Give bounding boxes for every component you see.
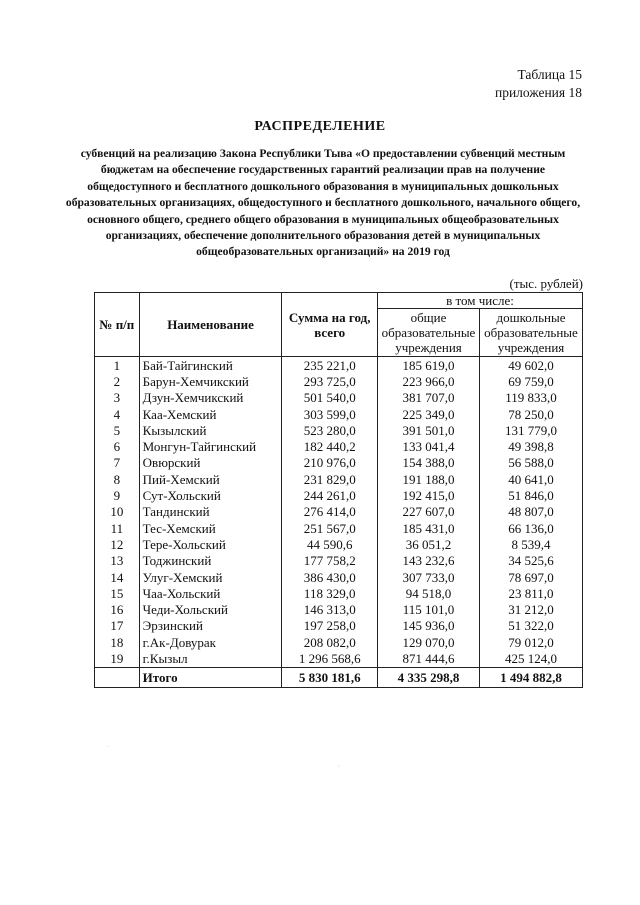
row-number: 18 — [95, 634, 140, 650]
row-name: Барун-Хемчикский — [139, 373, 282, 389]
row-preschool: 40 641,0 — [479, 471, 582, 487]
total-row-label: Итого — [139, 667, 282, 687]
row-name: Тандинский — [139, 504, 282, 520]
row-number: 4 — [95, 406, 140, 422]
row-general: 154 388,0 — [378, 455, 480, 471]
row-general: 145 936,0 — [378, 618, 480, 634]
row-number: 1 — [95, 357, 140, 374]
row-name: Бай-Тайгинский — [139, 357, 282, 374]
row-name: Тере-Хольский — [139, 536, 282, 552]
row-number: 14 — [95, 569, 140, 585]
row-total: 276 414,0 — [282, 504, 378, 520]
row-number: 5 — [95, 422, 140, 438]
row-preschool: 23 811,0 — [479, 585, 582, 601]
row-preschool: 131 779,0 — [479, 422, 582, 438]
row-name: Чаа-Хольский — [139, 585, 282, 601]
distribution-table — [94, 292, 583, 688]
row-preschool: 51 846,0 — [479, 487, 582, 503]
row-preschool: 34 525,6 — [479, 553, 582, 569]
row-total: 293 725,0 — [282, 373, 378, 389]
row-total: 208 082,0 — [282, 634, 378, 650]
table-body — [95, 357, 583, 688]
row-name: Сут-Хольский — [139, 487, 282, 503]
row-general: 871 444,6 — [378, 650, 480, 667]
row-total: 235 221,0 — [282, 357, 378, 374]
row-preschool: 8 539,4 — [479, 536, 582, 552]
row-total: 251 567,0 — [282, 520, 378, 536]
table-row — [95, 601, 583, 617]
col-header-total: Сумма на год, всего — [282, 293, 378, 357]
row-name: Эрзинский — [139, 618, 282, 634]
col-header-including: в том числе: — [378, 293, 583, 309]
col-header-preschool: дошкольные образовательные учреждения — [479, 309, 582, 357]
row-name: г.Ак-Довурак — [139, 634, 282, 650]
row-name: Кызылский — [139, 422, 282, 438]
row-general: 391 501,0 — [378, 422, 480, 438]
row-name: Тоджинский — [139, 553, 282, 569]
table-row — [95, 422, 583, 438]
table-row — [95, 650, 583, 667]
row-total: 146 313,0 — [282, 601, 378, 617]
row-total: 197 258,0 — [282, 618, 378, 634]
row-general: 192 415,0 — [378, 487, 480, 503]
row-general: 185 431,0 — [378, 520, 480, 536]
table-row — [95, 373, 583, 389]
table-header — [95, 293, 583, 357]
table-row — [95, 438, 583, 454]
row-number: 7 — [95, 455, 140, 471]
total-row-total: 5 830 181,6 — [282, 667, 378, 687]
row-general: 143 232,6 — [378, 553, 480, 569]
row-name: Чеди-Хольский — [139, 601, 282, 617]
row-general: 381 707,0 — [378, 390, 480, 406]
table-row — [95, 553, 583, 569]
scan-speck: · — [107, 744, 109, 750]
row-general: 223 966,0 — [378, 373, 480, 389]
row-number: 12 — [95, 536, 140, 552]
row-number: 13 — [95, 553, 140, 569]
table-row — [95, 536, 583, 552]
row-total: 231 829,0 — [282, 471, 378, 487]
table-row — [95, 504, 583, 520]
row-number: 8 — [95, 471, 140, 487]
row-general: 185 619,0 — [378, 357, 480, 374]
row-preschool: 56 588,0 — [479, 455, 582, 471]
row-number: 16 — [95, 601, 140, 617]
row-name: Каа-Хемский — [139, 406, 282, 422]
row-general: 133 041,4 — [378, 438, 480, 454]
table-row — [95, 520, 583, 536]
row-total: 386 430,0 — [282, 569, 378, 585]
table-row — [95, 569, 583, 585]
row-total: 303 599,0 — [282, 406, 378, 422]
row-preschool: 66 136,0 — [479, 520, 582, 536]
row-preschool: 51 322,0 — [479, 618, 582, 634]
row-name: Монгун-Тайгинский — [139, 438, 282, 454]
row-number: 11 — [95, 520, 140, 536]
row-number: 2 — [95, 373, 140, 389]
table-row — [95, 406, 583, 422]
total-row-num — [95, 667, 140, 687]
row-name: Улуг-Хемский — [139, 569, 282, 585]
row-preschool: 119 833,0 — [479, 390, 582, 406]
row-number: 19 — [95, 650, 140, 667]
total-row-preschool: 1 494 882,8 — [479, 667, 582, 687]
units-label: (тыс. рублей) — [509, 276, 583, 291]
row-preschool: 78 697,0 — [479, 569, 582, 585]
row-preschool: 425 124,0 — [479, 650, 582, 667]
row-total: 182 440,2 — [282, 438, 378, 454]
row-number: 17 — [95, 618, 140, 634]
row-number: 9 — [95, 487, 140, 503]
scan-speck: · — [338, 764, 340, 770]
row-general: 191 188,0 — [378, 471, 480, 487]
row-number: 10 — [95, 504, 140, 520]
table-row — [95, 455, 583, 471]
document-title: РАСПРЕДЕЛЕНИЕ — [254, 119, 386, 134]
row-number: 3 — [95, 390, 140, 406]
row-preschool: 31 212,0 — [479, 601, 582, 617]
col-header-num: № п/п — [95, 293, 140, 357]
row-number: 6 — [95, 438, 140, 454]
table-row — [95, 357, 583, 374]
row-total: 177 758,2 — [282, 553, 378, 569]
table-row — [95, 471, 583, 487]
row-name: Овюрский — [139, 455, 282, 471]
row-name: Тес-Хемский — [139, 520, 282, 536]
row-general: 129 070,0 — [378, 634, 480, 650]
row-total: 523 280,0 — [282, 422, 378, 438]
row-general: 36 051,2 — [378, 536, 480, 552]
row-general: 227 607,0 — [378, 504, 480, 520]
row-preschool: 78 250,0 — [479, 406, 582, 422]
row-total: 1 296 568,6 — [282, 650, 378, 667]
total-row — [95, 667, 583, 687]
table-number: Таблица 15 — [517, 67, 582, 82]
row-number: 15 — [95, 585, 140, 601]
row-name: Пий-Хемский — [139, 471, 282, 487]
row-preschool: 69 759,0 — [479, 373, 582, 389]
table-row — [95, 585, 583, 601]
table-row — [95, 390, 583, 406]
table-row — [95, 487, 583, 503]
table-row — [95, 618, 583, 634]
row-preschool: 48 807,0 — [479, 504, 582, 520]
row-general: 115 101,0 — [378, 601, 480, 617]
row-preschool: 49 602,0 — [479, 357, 582, 374]
table-row — [95, 634, 583, 650]
document-subtitle: субвенций на реализацию Закона Республики Тыва «О предоставлении субвенций местным бюджетам на обеспечение государственных гарантий реализации прав на получение общедоступного и бесплатного дошкольного образования в муниципальных дошкольных образовательных организациях, общедоступного и бесплатного дошкольного, начального общего, основного общего, среднего общего образования в муниципальных общеобразовательных организациях, обеспечение дополнительного образования детей в муниципальных общеобразовательных организаций» на 2019 год — [65, 147, 581, 259]
row-name: г.Кызыл — [139, 650, 282, 667]
col-header-general: общие образовательные учреждения — [378, 309, 480, 357]
row-total: 44 590,6 — [282, 536, 378, 552]
appendix-number: приложения 18 — [494, 85, 582, 100]
row-general: 225 349,0 — [378, 406, 480, 422]
table-reference — [495, 66, 582, 102]
row-preschool: 49 398,8 — [479, 438, 582, 454]
row-general: 307 733,0 — [378, 569, 480, 585]
row-general: 94 518,0 — [378, 585, 480, 601]
col-header-name: Наименование — [139, 293, 282, 357]
row-total: 118 329,0 — [282, 585, 378, 601]
row-total: 244 261,0 — [282, 487, 378, 503]
total-row-general: 4 335 298,8 — [378, 667, 480, 687]
row-total: 501 540,0 — [282, 390, 378, 406]
row-total: 210 976,0 — [282, 455, 378, 471]
row-preschool: 79 012,0 — [479, 634, 582, 650]
row-name: Дзун-Хемчикский — [139, 390, 282, 406]
